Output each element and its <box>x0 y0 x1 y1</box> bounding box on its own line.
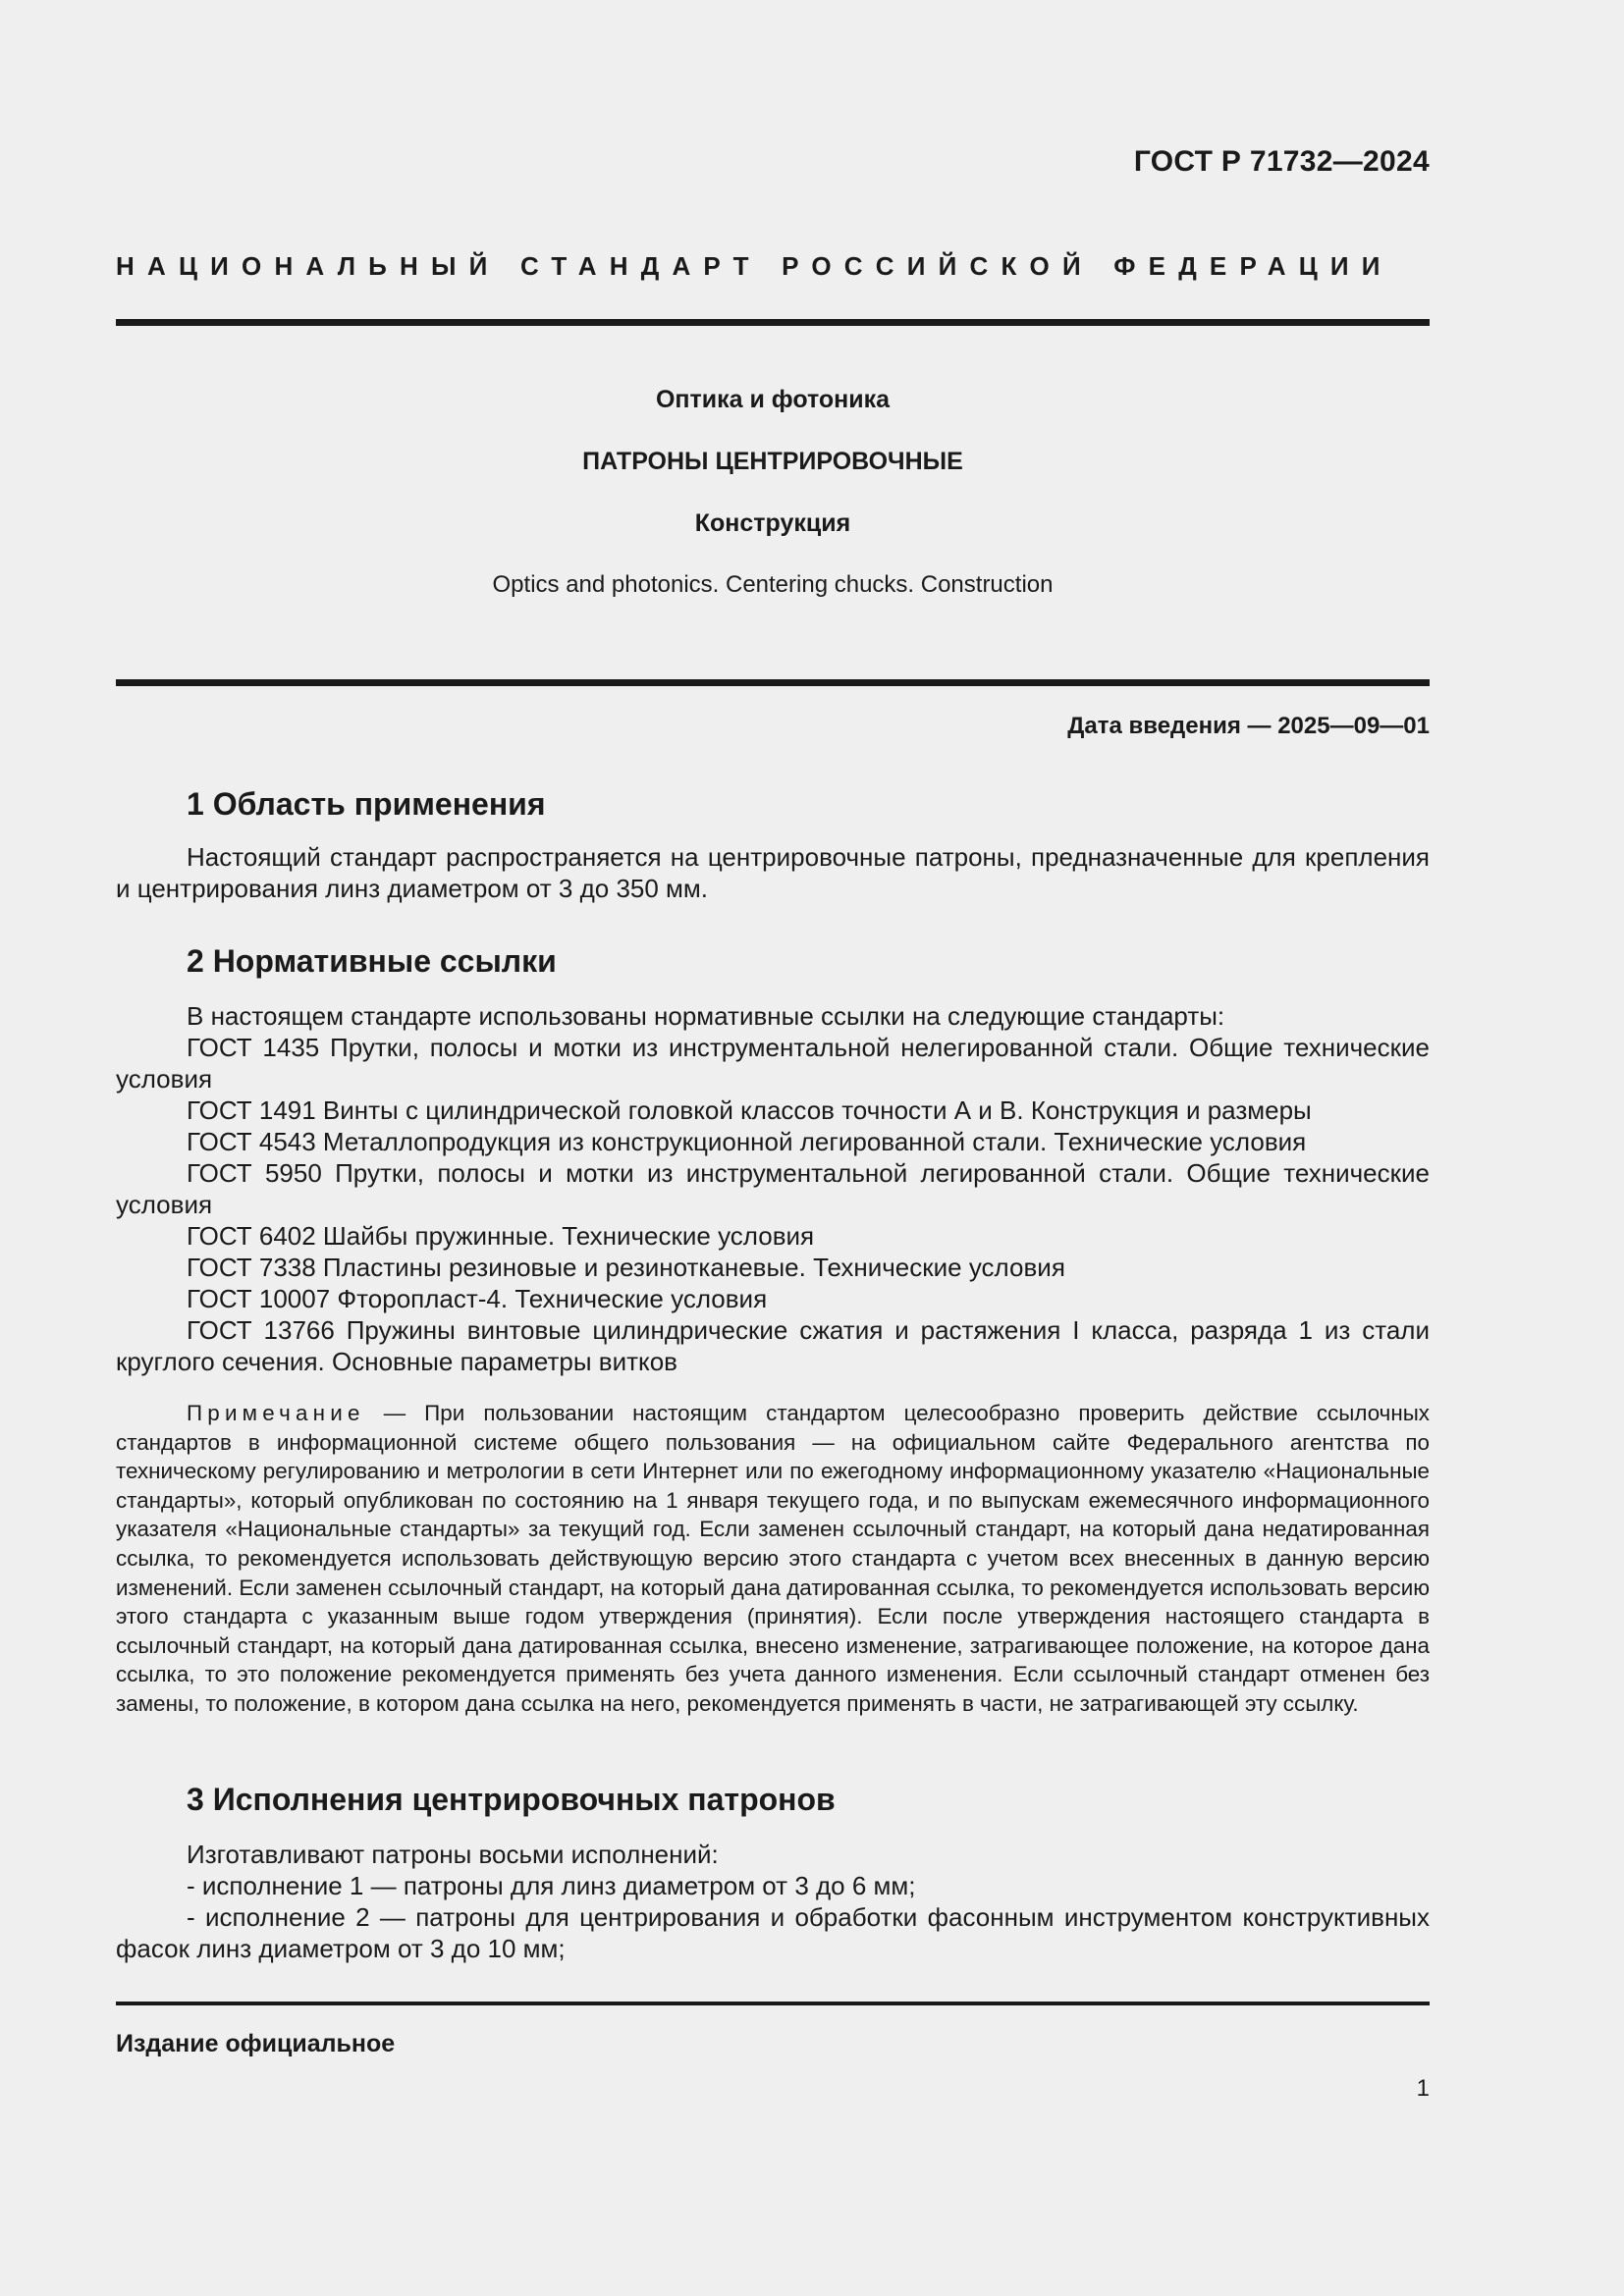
header-rule <box>116 319 1430 326</box>
title-english: Optics and photonics. Centering chucks. Construction <box>492 571 1054 598</box>
references-intro: В настоящем стандарте использованы нормативные ссылки на следующие стандарты: <box>187 1001 1225 1031</box>
version-item: - исполнение 1 — патроны для линз диаметром от 3 до 6 мм; <box>187 1871 916 1900</box>
document-page <box>116 0 1430 2296</box>
reference-item: ГОСТ 10007 Фторопласт-4. Технические условия <box>187 1284 768 1313</box>
references-list <box>116 1000 1430 1377</box>
note-text: — При пользовании настоящим стандартом целесообразно проверить действие ссылочных стандартов в информационной системе общего пользования — на официальном сайте Федерального агентства по техническому регулированию и метрологии в сети Интернет или по ежегодному информационному указателю «Национальные стандарты», который опубликован по состоянию на 1 января текущего года, и по выпускам ежемесячного информационного указателя «Национальные стандарты» за текущий год. Если заменен ссылочный стандарт, на который дана недатированная ссылка, то рекомендуется использовать действующую версию этого стандарта с учетом всех внесенных в данную версию изменений. Если заменен ссылочный стандарт, на который дана датированная ссылка, то рекомендуется использовать версию этого стандарта с указанным выше годом утверждения (принятия). Если после утверждения настоящего стандарта в ссылочный стандарт, на который дана датированная ссылка, внесено изменение, затрагивающее положение, на которое дана ссылка, то это положение рекомендуется применять без учета данного изменения. Если ссылочный стандарт отменен без замены, то положение, в котором дана ссылка на него, рекомендуется применять в части, не затрагивающей эту ссылку. <box>116 1401 1430 1716</box>
title-name: ПАТРОНЫ ЦЕНТРИРОВОЧНЫЕ <box>582 448 963 475</box>
title-subject: Конструкция <box>694 509 851 537</box>
references-note <box>116 1399 1430 1719</box>
title-field: Оптика и фотоника <box>655 386 891 413</box>
reference-item: ГОСТ 13766 Пружины винтовые цилиндрические сжатия и растяжения I класса, разряда 1 из стали круглого сечения. Основные параметры витков <box>116 1315 1430 1376</box>
version-item: - исполнение 2 — патроны для центрирования и обработки фасонным инструментом конструктивных фасок линз диаметром от 3 до 10 мм; <box>116 1902 1430 1963</box>
introduction-date: Дата введения — 2025—09—01 <box>1067 713 1430 739</box>
reference-item: ГОСТ 5950 Прутки, полосы и мотки из инструментальной легированной стали. Общие технические условия <box>116 1158 1430 1219</box>
footer-rule <box>116 2002 1430 2005</box>
title-block <box>116 386 1430 599</box>
section-2-heading: 2 Нормативные ссылки <box>187 943 557 979</box>
page-number: 1 <box>1416 2075 1430 2102</box>
reference-item: ГОСТ 7338 Пластины резиновые и резинотканевые. Технические условия <box>187 1253 1065 1282</box>
versions-list <box>116 1839 1430 1964</box>
section-1-text: Настоящий стандарт распространяется на центрировочные патроны, предназначенные для крепления и центрирования линз диаметром от 3 до 350 мм. <box>116 842 1430 903</box>
section-1-heading: 1 Область применения <box>187 786 546 822</box>
title-rule <box>116 679 1430 686</box>
reference-item: ГОСТ 1491 Винты с цилиндрической головкой классов точности А и В. Конструкция и размеры <box>187 1095 1312 1125</box>
reference-item: ГОСТ 1435 Прутки, полосы и мотки из инструментальной нелегированной стали. Общие технические условия <box>116 1033 1430 1094</box>
official-edition-label: Издание официальное <box>116 2030 396 2057</box>
versions-intro: Изготавливают патроны восьми исполнений: <box>187 1840 719 1869</box>
national-standard-banner: НАЦИОНАЛЬНЫЙ СТАНДАРТ РОССИЙСКОЙ ФЕДЕРАЦИИ <box>116 251 1393 281</box>
note-label: Примечание <box>187 1401 365 1425</box>
section-3-heading: 3 Исполнения центрировочных патронов <box>187 1782 836 1817</box>
reference-item: ГОСТ 4543 Металлопродукция из конструкционной легированной стали. Технические условия <box>187 1127 1307 1156</box>
document-number: ГОСТ Р 71732—2024 <box>1133 145 1430 178</box>
reference-item: ГОСТ 6402 Шайбы пружинные. Технические условия <box>187 1221 815 1251</box>
